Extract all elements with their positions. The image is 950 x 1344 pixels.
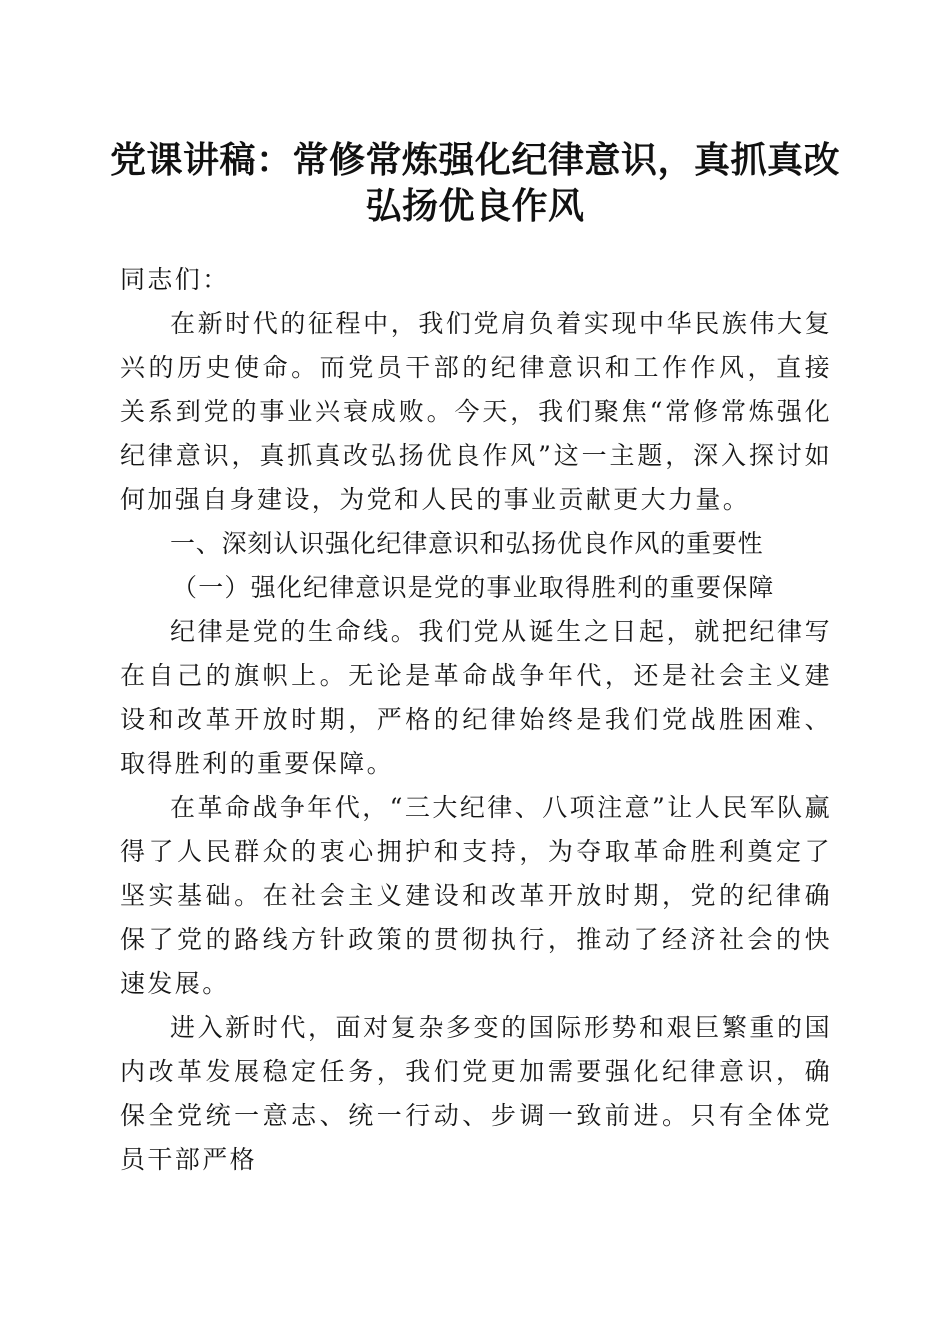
document-title-line-1: 党课讲稿：常修常炼强化纪律意识，真抓真改: [109, 139, 840, 181]
body-paragraph-3: 进入新时代，面对复杂多变的国际形势和艰巨繁重的国内改革发展稳定任务，我们党更加需要强化纪律意识，确保全党统一意志、统一行动、步调一致前进。只有全体党员干部严格: [120, 1013, 832, 1174]
subsection-heading: （一）强化纪律意识是党的事业取得胜利的重要保障: [172, 573, 775, 602]
section-heading: 一、深刻认识强化纪律意识和弘扬优良作风的重要性: [170, 529, 764, 558]
salutation: 同志们：: [120, 265, 230, 294]
body-paragraph-2: 在革命战争年代，“三大纪律、八项注意”让人民军队赢得了人民群众的衷心拥护和支持，为夺取革命胜利奠定了坚实基础。在社会主义建设和改革开放时期，党的纪律确保了党的路线方针政策的贯彻执行，推动了经济社会的快速发展。: [120, 793, 832, 998]
body-paragraph-1: 纪律是党的生命线。我们党从诞生之日起，就把纪律写在自己的旗帜上。无论是革命战争年代，还是社会主义建设和改革开放时期，严格的纪律始终是我们党战胜困难、取得胜利的重要保障。: [120, 617, 832, 778]
intro-paragraph: 在新时代的征程中，我们党肩负着实现中华民族伟大复兴的历史使命。而党员干部的纪律意识和工作作风，直接关系到党的事业兴衰成败。今天，我们聚焦“常修常炼强化纪律意识，真抓真改弘扬优良作风”这一主题，深入探讨如何加强自身建设，为党和人民的事业贡献更大力量。: [120, 309, 832, 514]
document-body: [120, 258, 832, 1182]
document-title-line-2: 弘扬优良作风: [365, 185, 585, 227]
